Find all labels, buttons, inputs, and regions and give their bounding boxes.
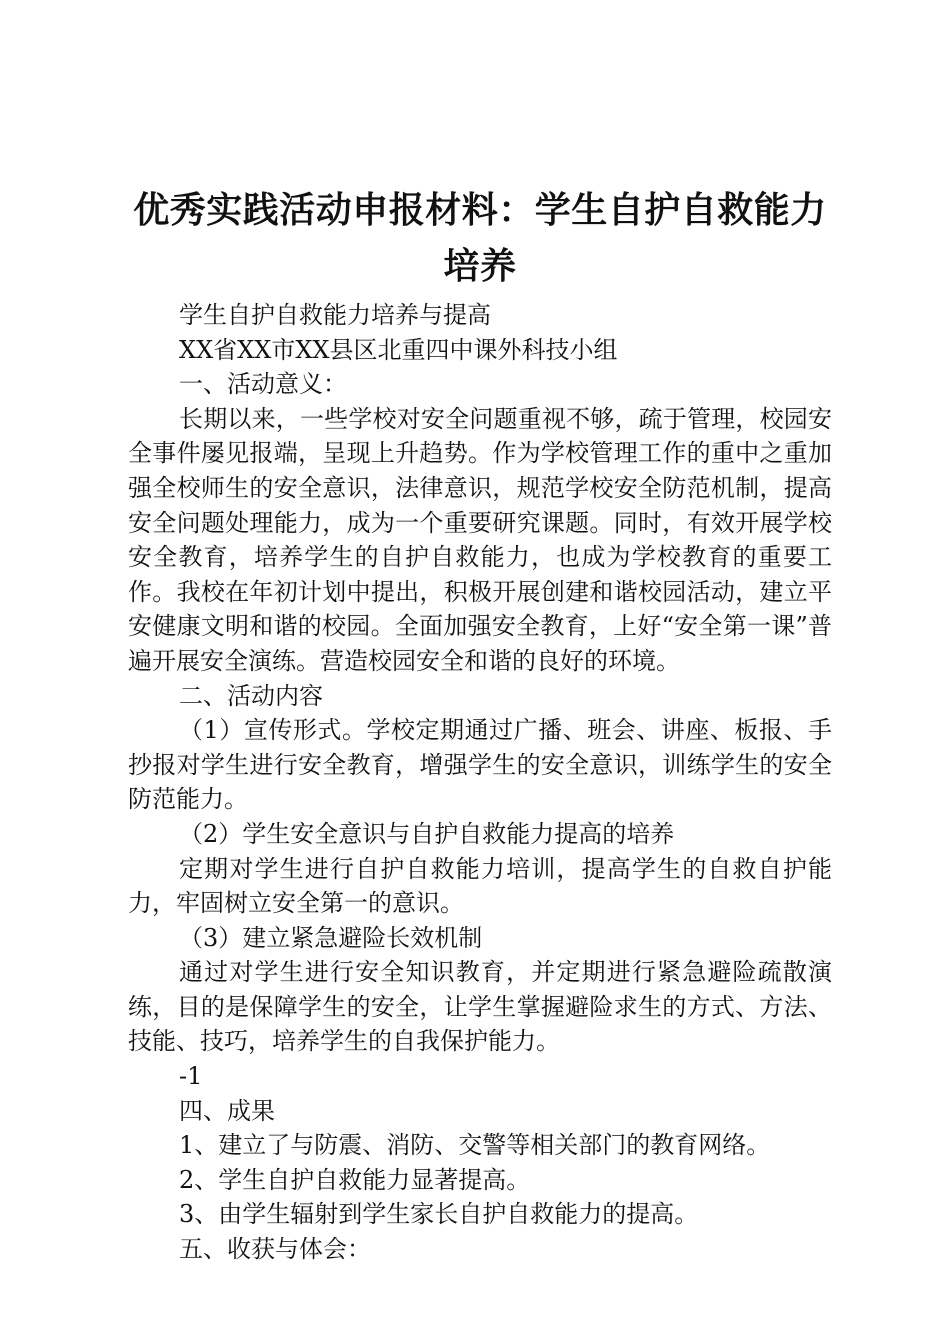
content-item-2-paragraph: 定期对学生进行自护自救能力培训，提高学生的自救自护能力，牢固树立安全第一的意识。 xyxy=(128,854,832,918)
result-item-1: 1、建立了与防震、消防、交警等相关部门的教育网络。 xyxy=(179,1131,771,1160)
subtitle-paragraph: 学生自护自救能力培养与提高 xyxy=(179,301,491,329)
result-item-3: 3、由学生辐射到学生家长自护自救能力的提高。 xyxy=(179,1200,699,1229)
content-item-2-heading: （2）学生安全意识与自护自救能力提高的培养 xyxy=(179,819,675,848)
content-item-3-heading: （3）建立紧急避险长效机制 xyxy=(179,923,483,952)
significance-paragraph: 长期以来，一些学校对安全问题重视不够，疏于管理，校园安全事件屡见报端，呈现上升趋势。作为学校管理工作的重中之重加强全校师生的安全意识，法律意识，规范学校安全防范机制，提高安全问题处理能力，成为一个重要研究课题。同时，有效开展学校安全教育，培养学生的自护自救能力，也成为学校教育的重要工作。我校在年初计划中提出，积极开展创建和谐校园活动，建立平安健康文明和谐的校园。全面加强安全教育，上好“安全第一课”普遍开展安全演练。营造校园安全和谐的良好的环境。 xyxy=(128,404,832,675)
document-body xyxy=(128,298,832,1267)
page-marker: -1 xyxy=(179,1062,203,1091)
section-heading-gains: 五、收获与体会： xyxy=(179,1235,371,1264)
content-item-1: （1）宣传形式。学校定期通过广播、班会、讲座、板报、手抄报对学生进行安全教育，增强学生的安全意识，训练学生的安全防范能力。 xyxy=(128,716,832,814)
section-heading-content: 二、活动内容 xyxy=(179,681,323,710)
author-paragraph: XX省XX市XX县区北重四中课外科技小组 xyxy=(179,335,618,364)
section-heading-significance: 一、活动意义： xyxy=(179,370,347,399)
result-item-2: 2、学生自护自救能力显著提高。 xyxy=(179,1165,531,1194)
document-title: 优秀实践活动申报材料：学生自护自救能力培养 xyxy=(133,190,827,287)
content-item-3-paragraph: 通过对学生进行安全知识教育，并定期进行紧急避险疏散演练，目的是保障学生的安全，让学生掌握避险求生的方式、方法、技能、技巧，培养学生的自我保护能力。 xyxy=(128,958,832,1056)
section-heading-results: 四、成果 xyxy=(179,1096,275,1125)
